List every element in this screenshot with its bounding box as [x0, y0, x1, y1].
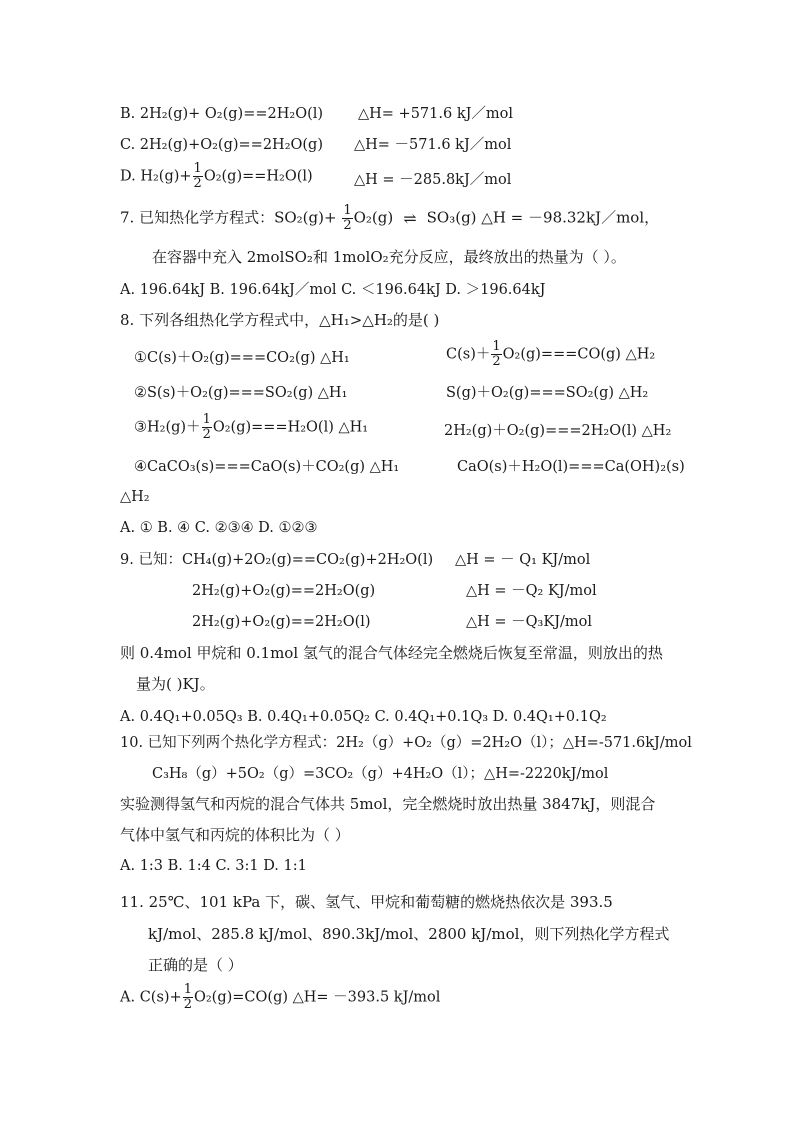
fraction-one-half: $\frac{1}{2}$ — [193, 161, 202, 191]
option-b-equation: B. 2H₂(g)+ O₂(g)==2H₂O(l) — [120, 106, 324, 122]
q11-line3: 正确的是（ ） — [148, 956, 243, 974]
question-10-options: A. 1:3 B. 1:4 C. 3:1 D. 1:1 — [120, 858, 307, 874]
q10-line3: 实验测得氢气和丙烷的混合气体共 5mol，完全燃烧时放出热量 3847kJ，则混合 — [120, 795, 656, 813]
q7-prefix: 7. 已知热化学方程式：SO₂(g)+ — [120, 208, 337, 227]
option-b-enthalpy: △H= +571.6 kJ／mol — [358, 106, 514, 122]
question-7-line2: 在容器中充入 2molSO₂和 1molO₂充分反应，最终放出的热量为（ ）。 — [152, 248, 626, 266]
fraction-one-half: $\frac{1}{2}$ — [492, 339, 501, 369]
q9-eq1-enthalpy: △H = － Q₁ KJ/mol — [455, 552, 591, 568]
fraction-one-half: $\frac{1}{2}$ — [183, 982, 192, 1012]
q8-row4-left: ④CaCO₃(s)===CaO(s)＋CO₂(g) △H₁ — [134, 459, 400, 475]
option-c-enthalpy: △H= －571.6 kJ／mol — [354, 137, 512, 153]
q8-row3-right: 2H₂(g)＋O₂(g)===2H₂O(l) △H₂ — [444, 423, 672, 439]
q8-row1-right: C(s)＋ $\frac{1}{2}$ O₂(g)===CO(g) △H₂ — [446, 339, 656, 369]
q10-line2: C₃H₈（g）+5O₂（g）=3CO₂（g）+4H₂O（l）；△H=-2220kJ/mol — [152, 766, 609, 782]
fraction-one-half: $\frac{1}{2}$ — [202, 412, 211, 442]
q11-line1: 11. 25℃、101 kPa 下，碳、氢气、甲烷和葡萄糖的燃烧热依次是 393.5 — [120, 893, 613, 911]
q9-eq2-enthalpy: △H = －Q₂ KJ/mol — [466, 583, 597, 599]
q9-stem-1: 则 0.4mol 甲烷和 0.1mol 氢气的混合气体经完全燃烧后恢复至常温，则放出的热 — [120, 644, 663, 662]
option-d-prefix: D. H₂(g)+ — [120, 168, 192, 185]
q9-eq3-enthalpy: △H = －Q₃KJ/mol — [466, 614, 593, 630]
q8-row1-left: ①C(s)＋O₂(g)===CO₂(g) △H₁ — [134, 350, 350, 366]
q8-row4-right: CaO(s)＋H₂O(l)===Ca(OH)₂(s) — [457, 459, 685, 475]
q11-option-a: A. C(s)+ $\frac{1}{2}$ O₂(g)=CO(g) △H= －393.5 kJ/mol — [120, 982, 441, 1012]
question-7-options: A. 196.64kJ B. 196.64kJ／mol C. ＜196.64kJ D. ＞196.64kJ — [120, 282, 546, 298]
question-9-options: A. 0.4Q₁+0.05Q₃ B. 0.4Q₁+0.05Q₂ C. 0.4Q₁+0.1Q₃ D. 0.4Q₁+0.1Q₂ — [120, 709, 607, 725]
option-d-suffix: O₂(g)==H₂O(l) — [203, 168, 313, 185]
q10-line4: 气体中氢气和丙烷的体积比为（ ） — [120, 826, 350, 844]
q9-eq3: 2H₂(g)+O₂(g)==2H₂O(l) — [192, 614, 371, 630]
q7-middle: O₂(g) — [353, 208, 394, 227]
question-7-stem — [120, 204, 659, 233]
option-c-equation: C. 2H₂(g)+O₂(g)==2H₂O(g) — [120, 137, 323, 153]
question-8-options: A. ① B. ④ C. ②③④ D. ①②③ — [120, 520, 318, 536]
q8-row4-tail: △H₂ — [120, 489, 150, 505]
fraction-one-half: $\frac{1}{2}$ — [343, 203, 352, 233]
q9-stem-2: 量为( )KJ。 — [136, 675, 215, 693]
q9-eq2: 2H₂(g)+O₂(g)==2H₂O(g) — [192, 583, 376, 599]
q7-suffix: SO₃(g) △H = －98.32kJ／mol， — [426, 208, 660, 227]
q8-row2-left: ②S(s)＋O₂(g)===SO₂(g) △H₁ — [134, 385, 348, 401]
q8-row3-left: ③H₂(g)＋ $\frac{1}{2}$ O₂(g)===H₂O(l) △H₁ — [134, 412, 369, 442]
option-d-enthalpy: △H = －285.8kJ／mol — [354, 172, 512, 188]
option-d-equation — [120, 162, 313, 191]
q9-eq1: 9. 已知：CH₄(g)+2O₂(g)==CO₂(g)+2H₂O(l) — [120, 552, 434, 568]
q10-line1: 10. 已知下列两个热化学方程式：2H₂（g）+O₂（g）=2H₂O（l）；△H=-571.6kJ/mol — [120, 735, 692, 751]
equilibrium-arrow-icon: ⇌ — [403, 208, 417, 228]
question-8-stem: 8. 下列各组热化学方程式中，△H₁>△H₂的是( ) — [120, 311, 440, 329]
q11-line2: kJ/mol、285.8 kJ/mol、890.3kJ/mol、2800 kJ/mol，则下列热化学方程式 — [148, 925, 670, 943]
q8-row2-right: S(g)＋O₂(g)===SO₂(g) △H₂ — [446, 385, 649, 401]
